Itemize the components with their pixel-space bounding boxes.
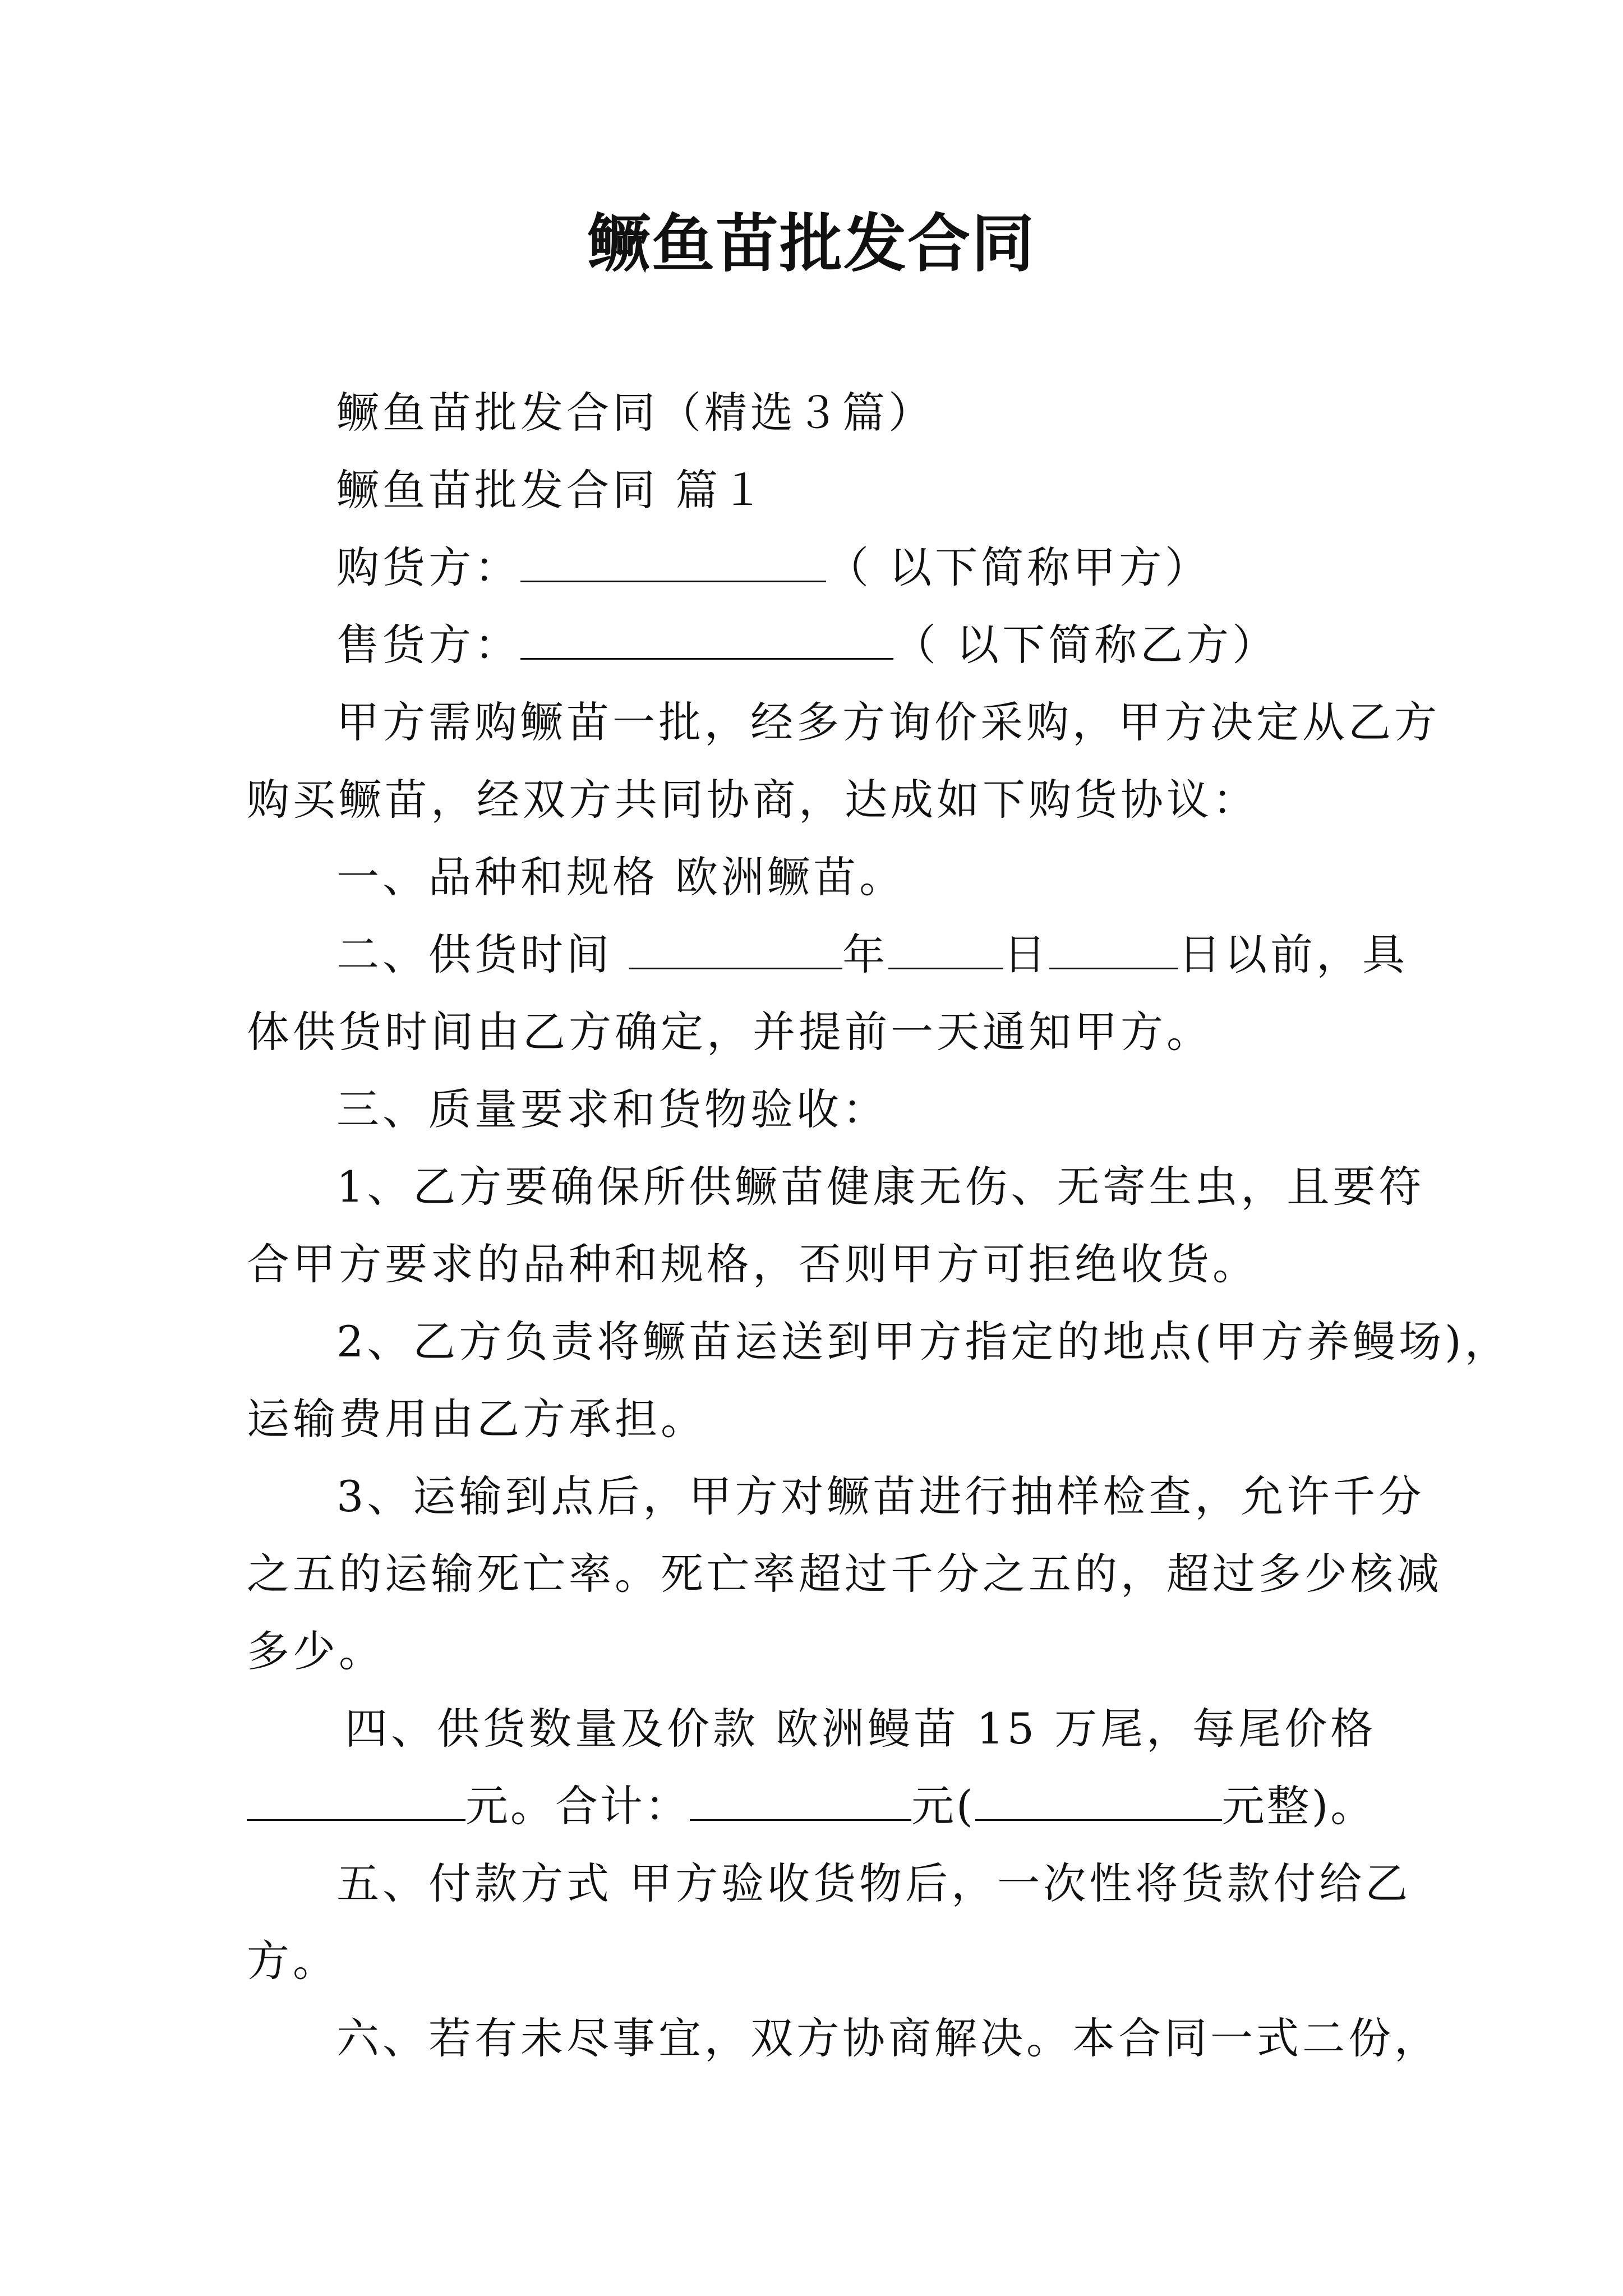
document-title: 鳜鱼苗批发合同 <box>588 207 1035 280</box>
buyer-alias: （ 以下简称甲方） <box>826 542 1211 592</box>
seller-line <box>336 617 1278 673</box>
paragraph-line: 合甲方要求的品种和规格，否则甲方可拒绝收货。 <box>247 1239 1258 1289</box>
paragraph-line: 多少。 <box>247 1626 385 1676</box>
total-capital-label: 元整)。 <box>1221 1781 1376 1831</box>
paragraph-line: 体供货时间由乙方确定，并提前一天通知甲方。 <box>247 1007 1212 1057</box>
paragraph-line: 3、运输到点后，甲方对鳜苗进行抽样检查，允许千分 <box>336 1471 1425 1521</box>
section-heading-part1: 鳜鱼苗批发合同 篇１ <box>336 465 768 515</box>
buyer-blank <box>520 541 826 582</box>
paragraph-line: 购买鳜苗，经双方共同协商，达成如下购货协议： <box>247 775 1258 825</box>
paragraph-line: 2、乙方负责将鳜苗运送到甲方指定的地点(甲方养鳗场)， <box>336 1317 1511 1366</box>
paragraph-line: 方。 <box>247 1936 339 1986</box>
buyer-line <box>336 540 1211 596</box>
paragraph-line: 运输费用由乙方承担。 <box>247 1394 707 1444</box>
day-label-1: 日 <box>1003 930 1050 979</box>
buyer-label: 购货方： <box>336 542 520 592</box>
total-capital-blank <box>975 1780 1222 1821</box>
clause-6-other: 六、若有未尽事宜，双方协商解决。本合同一式二份， <box>336 2013 1440 2063</box>
day-blank <box>1049 928 1178 969</box>
year-label: 年 <box>842 930 889 979</box>
paragraph-line: 1、乙方要确保所供鳜苗健康无伤、无寄生虫，且要符 <box>336 1162 1425 1212</box>
seller-blank <box>520 619 893 660</box>
clause-3-quality: 三、质量要求和货物验收： <box>336 1084 888 1134</box>
clause-1-variety: 一、品种和规格 欧洲鳜苗。 <box>336 852 906 902</box>
clause-4-quantity-price: 四、供货数量及价款 欧洲鳗苗 15 万尾，每尾价格 <box>345 1704 1377 1754</box>
paragraph-line: 之五的运输死亡率。死亡率超过千分之五的，超过多少核减 <box>247 1549 1442 1599</box>
clause-5-payment: 五、付款方式 甲方验收货物后，一次性将货款付给乙 <box>336 1858 1412 1908</box>
price-total-line <box>247 1778 1375 1834</box>
total-blank <box>690 1780 911 1821</box>
total-label: 元( <box>911 1781 975 1831</box>
seller-label: 售货方： <box>336 620 520 670</box>
unit-price-blank <box>247 1780 465 1821</box>
subtitle-selected: 鳜鱼苗批发合同（精选３篇） <box>336 388 934 438</box>
clause-2-supply-time <box>336 927 1408 983</box>
clause-2-label: 二、供货时间 <box>336 930 630 979</box>
month-blank <box>888 928 1003 969</box>
unit-price-label: 元。合计： <box>465 1781 690 1831</box>
day-label-2: 日以前，具 <box>1178 930 1409 979</box>
seller-alias: （ 以下简称乙方） <box>893 620 1279 670</box>
year-blank <box>629 928 842 969</box>
paragraph-line: 甲方需购鳜苗一批，经多方询价采购，甲方决定从乙方 <box>336 697 1440 747</box>
